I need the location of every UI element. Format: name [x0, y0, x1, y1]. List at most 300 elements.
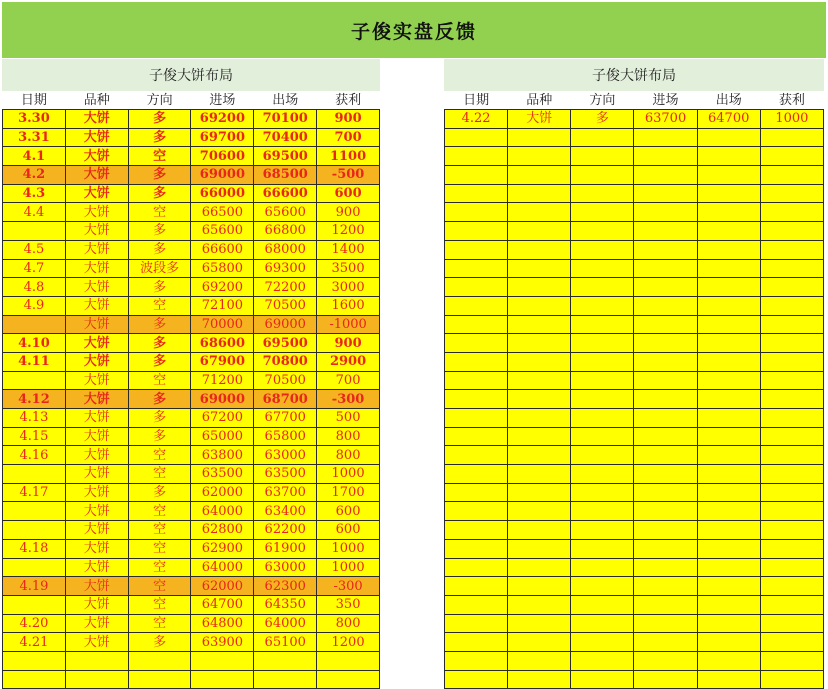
date-cell[interactable]: 4.4 — [3, 203, 66, 222]
entry-cell[interactable]: 70000 — [191, 315, 254, 334]
direction-cell[interactable] — [571, 278, 634, 297]
date-cell[interactable] — [445, 147, 508, 166]
product-cell[interactable]: 大饼 — [65, 614, 128, 633]
date-cell[interactable] — [3, 670, 66, 689]
profit-cell[interactable] — [760, 558, 823, 577]
profit-cell[interactable] — [760, 390, 823, 409]
entry-cell[interactable]: 64800 — [191, 614, 254, 633]
direction-cell[interactable] — [571, 558, 634, 577]
product-cell[interactable]: 大饼 — [65, 521, 128, 540]
direction-cell[interactable]: 多 — [128, 128, 191, 147]
profit-cell[interactable]: 1000 — [760, 110, 823, 129]
date-cell[interactable]: 4.19 — [3, 577, 66, 596]
direction-cell[interactable]: 多 — [128, 240, 191, 259]
direction-cell[interactable]: 空 — [128, 558, 191, 577]
date-cell[interactable] — [445, 240, 508, 259]
product-cell[interactable]: 大饼 — [65, 128, 128, 147]
entry-cell[interactable]: 67900 — [191, 352, 254, 371]
profit-cell[interactable]: 900 — [317, 110, 380, 129]
entry-cell[interactable] — [634, 371, 697, 390]
date-cell[interactable] — [445, 296, 508, 315]
exit-cell[interactable]: 64000 — [254, 614, 317, 633]
product-cell[interactable] — [508, 315, 571, 334]
date-cell[interactable] — [445, 390, 508, 409]
date-cell[interactable] — [445, 352, 508, 371]
entry-cell[interactable] — [634, 296, 697, 315]
direction-cell[interactable] — [571, 240, 634, 259]
entry-cell[interactable] — [634, 502, 697, 521]
product-cell[interactable]: 大饼 — [65, 427, 128, 446]
date-cell[interactable]: 4.20 — [3, 614, 66, 633]
exit-cell[interactable] — [697, 278, 760, 297]
profit-cell[interactable]: 1400 — [317, 240, 380, 259]
date-cell[interactable] — [445, 577, 508, 596]
product-cell[interactable] — [508, 558, 571, 577]
profit-cell[interactable] — [760, 334, 823, 353]
entry-cell[interactable]: 69000 — [191, 390, 254, 409]
date-cell[interactable] — [445, 539, 508, 558]
direction-cell[interactable]: 多 — [128, 222, 191, 241]
entry-cell[interactable] — [634, 558, 697, 577]
profit-cell[interactable] — [760, 222, 823, 241]
exit-cell[interactable] — [697, 166, 760, 185]
profit-cell[interactable]: 2900 — [317, 352, 380, 371]
profit-cell[interactable] — [760, 614, 823, 633]
exit-cell[interactable] — [697, 483, 760, 502]
date-cell[interactable] — [445, 409, 508, 428]
product-cell[interactable] — [508, 128, 571, 147]
date-cell[interactable] — [445, 558, 508, 577]
exit-cell[interactable]: 64350 — [254, 595, 317, 614]
date-cell[interactable] — [445, 633, 508, 652]
profit-cell[interactable]: 800 — [317, 427, 380, 446]
exit-cell[interactable]: 69000 — [254, 315, 317, 334]
date-cell[interactable] — [3, 558, 66, 577]
date-cell[interactable] — [445, 259, 508, 278]
entry-cell[interactable] — [634, 465, 697, 484]
exit-cell[interactable] — [697, 203, 760, 222]
profit-cell[interactable]: 700 — [317, 128, 380, 147]
date-cell[interactable] — [445, 446, 508, 465]
profit-cell[interactable] — [760, 465, 823, 484]
entry-cell[interactable] — [634, 595, 697, 614]
date-cell[interactable]: 4.9 — [3, 296, 66, 315]
date-cell[interactable] — [445, 166, 508, 185]
date-cell[interactable]: 3.30 — [3, 110, 66, 129]
exit-cell[interactable]: 67700 — [254, 409, 317, 428]
direction-cell[interactable] — [571, 427, 634, 446]
direction-cell[interactable]: 多 — [128, 483, 191, 502]
profit-cell[interactable] — [317, 670, 380, 689]
profit-cell[interactable] — [760, 259, 823, 278]
entry-cell[interactable] — [634, 614, 697, 633]
product-cell[interactable] — [508, 222, 571, 241]
profit-cell[interactable] — [760, 240, 823, 259]
exit-cell[interactable]: 70500 — [254, 296, 317, 315]
product-cell[interactable] — [508, 240, 571, 259]
direction-cell[interactable]: 空 — [128, 595, 191, 614]
profit-cell[interactable]: 350 — [317, 595, 380, 614]
direction-cell[interactable]: 多 — [128, 110, 191, 129]
direction-cell[interactable] — [571, 147, 634, 166]
product-cell[interactable] — [508, 278, 571, 297]
exit-cell[interactable]: 66800 — [254, 222, 317, 241]
exit-cell[interactable]: 66600 — [254, 184, 317, 203]
exit-cell[interactable] — [697, 296, 760, 315]
exit-cell[interactable] — [697, 147, 760, 166]
direction-cell[interactable]: 多 — [571, 110, 634, 129]
profit-cell[interactable] — [760, 166, 823, 185]
exit-cell[interactable]: 70400 — [254, 128, 317, 147]
date-cell[interactable]: 4.21 — [3, 633, 66, 652]
product-cell[interactable]: 大饼 — [65, 222, 128, 241]
exit-cell[interactable] — [697, 558, 760, 577]
exit-cell[interactable]: 63500 — [254, 465, 317, 484]
direction-cell[interactable]: 多 — [128, 633, 191, 652]
exit-cell[interactable]: 62300 — [254, 577, 317, 596]
profit-cell[interactable] — [760, 577, 823, 596]
entry-cell[interactable] — [634, 539, 697, 558]
product-cell[interactable] — [508, 465, 571, 484]
entry-cell[interactable]: 69200 — [191, 110, 254, 129]
date-cell[interactable] — [3, 502, 66, 521]
profit-cell[interactable]: 1000 — [317, 539, 380, 558]
date-cell[interactable] — [3, 595, 66, 614]
profit-cell[interactable] — [760, 595, 823, 614]
entry-cell[interactable] — [634, 483, 697, 502]
date-cell[interactable] — [445, 371, 508, 390]
entry-cell[interactable] — [634, 670, 697, 689]
profit-cell[interactable] — [760, 184, 823, 203]
entry-cell[interactable]: 67200 — [191, 409, 254, 428]
exit-cell[interactable]: 63000 — [254, 558, 317, 577]
direction-cell[interactable]: 波段多 — [128, 259, 191, 278]
direction-cell[interactable]: 多 — [128, 427, 191, 446]
profit-cell[interactable] — [760, 670, 823, 689]
direction-cell[interactable]: 空 — [128, 577, 191, 596]
product-cell[interactable] — [508, 203, 571, 222]
product-cell[interactable] — [508, 521, 571, 540]
date-cell[interactable] — [445, 670, 508, 689]
product-cell[interactable] — [508, 651, 571, 670]
entry-cell[interactable]: 69700 — [191, 128, 254, 147]
entry-cell[interactable] — [634, 521, 697, 540]
exit-cell[interactable]: 68700 — [254, 390, 317, 409]
direction-cell[interactable] — [571, 633, 634, 652]
entry-cell[interactable] — [634, 427, 697, 446]
entry-cell[interactable]: 68600 — [191, 334, 254, 353]
entry-cell[interactable] — [634, 633, 697, 652]
date-cell[interactable]: 4.17 — [3, 483, 66, 502]
product-cell[interactable] — [508, 352, 571, 371]
profit-cell[interactable]: -300 — [317, 390, 380, 409]
direction-cell[interactable] — [571, 315, 634, 334]
date-cell[interactable] — [445, 595, 508, 614]
profit-cell[interactable]: 600 — [317, 502, 380, 521]
entry-cell[interactable]: 66600 — [191, 240, 254, 259]
date-cell[interactable] — [3, 315, 66, 334]
direction-cell[interactable] — [571, 128, 634, 147]
date-cell[interactable]: 4.12 — [3, 390, 66, 409]
entry-cell[interactable] — [634, 409, 697, 428]
entry-cell[interactable] — [634, 203, 697, 222]
date-cell[interactable] — [445, 203, 508, 222]
direction-cell[interactable]: 空 — [128, 296, 191, 315]
exit-cell[interactable] — [697, 614, 760, 633]
profit-cell[interactable]: 1000 — [317, 465, 380, 484]
entry-cell[interactable]: 65000 — [191, 427, 254, 446]
entry-cell[interactable]: 64700 — [191, 595, 254, 614]
profit-cell[interactable]: 1600 — [317, 296, 380, 315]
date-cell[interactable]: 4.15 — [3, 427, 66, 446]
entry-cell[interactable]: 63500 — [191, 465, 254, 484]
profit-cell[interactable] — [760, 203, 823, 222]
direction-cell[interactable] — [571, 166, 634, 185]
entry-cell[interactable] — [634, 240, 697, 259]
profit-cell[interactable] — [760, 539, 823, 558]
profit-cell[interactable] — [760, 315, 823, 334]
direction-cell[interactable]: 多 — [128, 409, 191, 428]
direction-cell[interactable]: 空 — [128, 371, 191, 390]
product-cell[interactable] — [65, 670, 128, 689]
profit-cell[interactable] — [760, 128, 823, 147]
direction-cell[interactable]: 空 — [128, 446, 191, 465]
date-cell[interactable] — [3, 222, 66, 241]
date-cell[interactable] — [445, 651, 508, 670]
direction-cell[interactable] — [128, 651, 191, 670]
entry-cell[interactable]: 63900 — [191, 633, 254, 652]
product-cell[interactable] — [508, 371, 571, 390]
date-cell[interactable] — [445, 128, 508, 147]
entry-cell[interactable]: 62000 — [191, 483, 254, 502]
entry-cell[interactable] — [634, 315, 697, 334]
entry-cell[interactable]: 62800 — [191, 521, 254, 540]
direction-cell[interactable] — [571, 539, 634, 558]
direction-cell[interactable] — [571, 296, 634, 315]
direction-cell[interactable] — [571, 184, 634, 203]
product-cell[interactable]: 大饼 — [65, 296, 128, 315]
profit-cell[interactable]: 600 — [317, 521, 380, 540]
direction-cell[interactable]: 多 — [128, 352, 191, 371]
date-cell[interactable]: 4.16 — [3, 446, 66, 465]
date-cell[interactable]: 4.3 — [3, 184, 66, 203]
entry-cell[interactable] — [634, 147, 697, 166]
product-cell[interactable] — [508, 595, 571, 614]
entry-cell[interactable] — [634, 278, 697, 297]
exit-cell[interactable]: 62200 — [254, 521, 317, 540]
exit-cell[interactable]: 64700 — [697, 110, 760, 129]
direction-cell[interactable] — [571, 222, 634, 241]
profit-cell[interactable]: -300 — [317, 577, 380, 596]
entry-cell[interactable] — [191, 651, 254, 670]
direction-cell[interactable] — [571, 352, 634, 371]
exit-cell[interactable] — [697, 259, 760, 278]
entry-cell[interactable]: 69000 — [191, 166, 254, 185]
direction-cell[interactable] — [571, 259, 634, 278]
date-cell[interactable]: 4.13 — [3, 409, 66, 428]
product-cell[interactable]: 大饼 — [65, 315, 128, 334]
exit-cell[interactable]: 68000 — [254, 240, 317, 259]
entry-cell[interactable] — [634, 166, 697, 185]
entry-cell[interactable]: 64000 — [191, 502, 254, 521]
exit-cell[interactable] — [697, 334, 760, 353]
date-cell[interactable] — [3, 521, 66, 540]
product-cell[interactable] — [508, 633, 571, 652]
entry-cell[interactable] — [634, 390, 697, 409]
profit-cell[interactable]: 900 — [317, 203, 380, 222]
date-cell[interactable]: 4.7 — [3, 259, 66, 278]
exit-cell[interactable] — [697, 502, 760, 521]
direction-cell[interactable]: 空 — [128, 539, 191, 558]
exit-cell[interactable]: 69300 — [254, 259, 317, 278]
entry-cell[interactable]: 71200 — [191, 371, 254, 390]
exit-cell[interactable] — [254, 651, 317, 670]
exit-cell[interactable] — [697, 315, 760, 334]
direction-cell[interactable] — [571, 446, 634, 465]
entry-cell[interactable]: 63800 — [191, 446, 254, 465]
product-cell[interactable] — [508, 427, 571, 446]
exit-cell[interactable] — [697, 595, 760, 614]
exit-cell[interactable]: 68500 — [254, 166, 317, 185]
profit-cell[interactable] — [760, 427, 823, 446]
exit-cell[interactable] — [697, 539, 760, 558]
date-cell[interactable] — [445, 315, 508, 334]
profit-cell[interactable] — [760, 446, 823, 465]
profit-cell[interactable] — [760, 409, 823, 428]
entry-cell[interactable] — [634, 128, 697, 147]
product-cell[interactable] — [508, 670, 571, 689]
exit-cell[interactable] — [697, 352, 760, 371]
entry-cell[interactable]: 69200 — [191, 278, 254, 297]
exit-cell[interactable] — [697, 222, 760, 241]
exit-cell[interactable] — [697, 633, 760, 652]
direction-cell[interactable]: 空 — [128, 502, 191, 521]
product-cell[interactable]: 大饼 — [65, 409, 128, 428]
date-cell[interactable] — [445, 614, 508, 633]
date-cell[interactable]: 4.8 — [3, 278, 66, 297]
product-cell[interactable]: 大饼 — [65, 259, 128, 278]
entry-cell[interactable]: 63700 — [634, 110, 697, 129]
date-cell[interactable] — [445, 465, 508, 484]
exit-cell[interactable]: 65800 — [254, 427, 317, 446]
exit-cell[interactable] — [254, 670, 317, 689]
direction-cell[interactable] — [571, 521, 634, 540]
exit-cell[interactable]: 70800 — [254, 352, 317, 371]
direction-cell[interactable] — [571, 465, 634, 484]
entry-cell[interactable]: 70600 — [191, 147, 254, 166]
product-cell[interactable] — [508, 446, 571, 465]
profit-cell[interactable]: 3000 — [317, 278, 380, 297]
exit-cell[interactable]: 70500 — [254, 371, 317, 390]
product-cell[interactable] — [508, 409, 571, 428]
product-cell[interactable]: 大饼 — [65, 147, 128, 166]
date-cell[interactable] — [445, 427, 508, 446]
profit-cell[interactable] — [760, 483, 823, 502]
direction-cell[interactable]: 空 — [128, 614, 191, 633]
product-cell[interactable] — [508, 259, 571, 278]
date-cell[interactable]: 4.11 — [3, 352, 66, 371]
direction-cell[interactable]: 空 — [128, 521, 191, 540]
date-cell[interactable]: 4.22 — [445, 110, 508, 129]
profit-cell[interactable]: 1700 — [317, 483, 380, 502]
product-cell[interactable] — [508, 334, 571, 353]
profit-cell[interactable] — [760, 278, 823, 297]
profit-cell[interactable]: 1200 — [317, 633, 380, 652]
product-cell[interactable]: 大饼 — [65, 558, 128, 577]
product-cell[interactable] — [508, 502, 571, 521]
direction-cell[interactable]: 多 — [128, 166, 191, 185]
entry-cell[interactable]: 65800 — [191, 259, 254, 278]
date-cell[interactable] — [445, 222, 508, 241]
entry-cell[interactable]: 66000 — [191, 184, 254, 203]
exit-cell[interactable]: 69500 — [254, 147, 317, 166]
product-cell[interactable] — [508, 539, 571, 558]
direction-cell[interactable]: 空 — [128, 203, 191, 222]
date-cell[interactable] — [445, 278, 508, 297]
product-cell[interactable] — [508, 147, 571, 166]
direction-cell[interactable] — [571, 614, 634, 633]
direction-cell[interactable] — [571, 203, 634, 222]
product-cell[interactable]: 大饼 — [65, 465, 128, 484]
product-cell[interactable]: 大饼 — [65, 278, 128, 297]
entry-cell[interactable] — [634, 446, 697, 465]
direction-cell[interactable]: 多 — [128, 334, 191, 353]
profit-cell[interactable] — [760, 651, 823, 670]
entry-cell[interactable] — [634, 352, 697, 371]
product-cell[interactable]: 大饼 — [65, 446, 128, 465]
entry-cell[interactable]: 62000 — [191, 577, 254, 596]
product-cell[interactable] — [508, 184, 571, 203]
date-cell[interactable]: 4.1 — [3, 147, 66, 166]
date-cell[interactable]: 4.5 — [3, 240, 66, 259]
profit-cell[interactable]: 3500 — [317, 259, 380, 278]
exit-cell[interactable]: 69500 — [254, 334, 317, 353]
profit-cell[interactable]: 600 — [317, 184, 380, 203]
exit-cell[interactable]: 70100 — [254, 110, 317, 129]
profit-cell[interactable]: 700 — [317, 371, 380, 390]
exit-cell[interactable] — [697, 651, 760, 670]
entry-cell[interactable] — [634, 259, 697, 278]
profit-cell[interactable]: 500 — [317, 409, 380, 428]
profit-cell[interactable]: 800 — [317, 614, 380, 633]
entry-cell[interactable]: 62900 — [191, 539, 254, 558]
profit-cell[interactable]: -1000 — [317, 315, 380, 334]
direction-cell[interactable]: 空 — [128, 147, 191, 166]
date-cell[interactable]: 4.2 — [3, 166, 66, 185]
entry-cell[interactable] — [191, 670, 254, 689]
date-cell[interactable] — [445, 334, 508, 353]
product-cell[interactable]: 大饼 — [65, 240, 128, 259]
entry-cell[interactable]: 65600 — [191, 222, 254, 241]
product-cell[interactable]: 大饼 — [65, 352, 128, 371]
direction-cell[interactable] — [128, 670, 191, 689]
date-cell[interactable] — [445, 521, 508, 540]
direction-cell[interactable]: 多 — [128, 315, 191, 334]
profit-cell[interactable] — [760, 521, 823, 540]
direction-cell[interactable] — [571, 483, 634, 502]
direction-cell[interactable] — [571, 390, 634, 409]
product-cell[interactable]: 大饼 — [65, 595, 128, 614]
exit-cell[interactable] — [697, 128, 760, 147]
date-cell[interactable] — [3, 371, 66, 390]
product-cell[interactable]: 大饼 — [65, 390, 128, 409]
exit-cell[interactable] — [697, 390, 760, 409]
entry-cell[interactable] — [634, 651, 697, 670]
exit-cell[interactable]: 72200 — [254, 278, 317, 297]
exit-cell[interactable]: 63400 — [254, 502, 317, 521]
entry-cell[interactable] — [634, 577, 697, 596]
exit-cell[interactable] — [697, 240, 760, 259]
